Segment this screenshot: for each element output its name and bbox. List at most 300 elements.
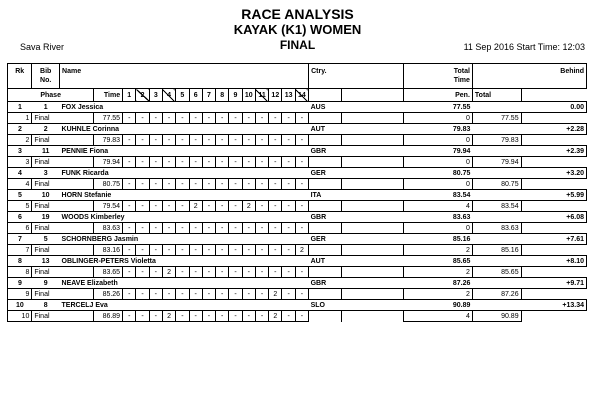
gate-penalty: - — [136, 245, 149, 256]
gate-penalty: - — [295, 289, 308, 300]
time-header: Time — [94, 89, 123, 102]
phase-header: Phase — [8, 89, 94, 102]
gate-penalty: - — [123, 245, 136, 256]
gate-penalty: - — [282, 201, 295, 212]
phase-name: Final — [32, 179, 94, 190]
gate-penalty: - — [229, 267, 242, 278]
gate-header-12: 12 — [269, 89, 282, 102]
venue: Sava River — [20, 42, 65, 52]
phase-number: 8 — [8, 267, 32, 278]
gate-penalty: - — [216, 135, 229, 146]
rank-header: Rk — [8, 64, 32, 89]
run-time: 79.94 — [94, 157, 123, 168]
run-total: 79.94 — [472, 157, 521, 168]
athlete-row — [8, 168, 587, 179]
event-name: KAYAK (K1) WOMEN — [233, 22, 362, 37]
gate-penalty: - — [242, 267, 255, 278]
gate-penalty: - — [255, 113, 268, 124]
gate-penalty: - — [229, 245, 242, 256]
gate-penalty: - — [202, 223, 215, 234]
penalty: 0 — [404, 157, 473, 168]
spacer — [342, 157, 404, 168]
gate-penalty: - — [189, 289, 202, 300]
run-time: 79.83 — [94, 135, 123, 146]
athlete-row — [8, 256, 587, 267]
gate-header-6: 6 — [189, 89, 202, 102]
total-header: Total — [472, 89, 521, 102]
penalty: 4 — [404, 311, 473, 322]
bib-number: 3 — [32, 168, 60, 179]
gate-penalty: - — [202, 267, 215, 278]
gate-header-13: 13 — [282, 89, 295, 102]
rank: 5 — [8, 190, 32, 201]
run-total: 85.65 — [472, 267, 521, 278]
bib-number: 10 — [32, 190, 60, 201]
subheader-blank — [309, 89, 342, 102]
gate-header-11: 11 — [255, 89, 268, 102]
gate-penalty: - — [202, 113, 215, 124]
gate-penalty: - — [255, 157, 268, 168]
gate-penalty: - — [216, 311, 229, 322]
phase-name: Final — [32, 157, 94, 168]
athlete-name: HORN Stefanie — [60, 190, 309, 201]
gate-penalty: - — [242, 311, 255, 322]
gate-penalty: - — [269, 223, 282, 234]
gate-penalty: - — [242, 223, 255, 234]
spacer — [309, 245, 342, 256]
gate-penalty: - — [202, 289, 215, 300]
gate-penalty: - — [176, 135, 189, 146]
bib-header: Bib No. — [32, 64, 60, 89]
phase-number: 9 — [8, 289, 32, 300]
gate-penalty: - — [282, 311, 295, 322]
penalty: 2 — [404, 245, 473, 256]
run-time: 83.65 — [94, 267, 123, 278]
gate-penalty: - — [149, 179, 162, 190]
gate-penalty: - — [269, 267, 282, 278]
gate-penalty: 2 — [269, 289, 282, 300]
phase-number: 1 — [8, 113, 32, 124]
gate-penalty: - — [123, 179, 136, 190]
gate-penalty: - — [295, 157, 308, 168]
gate-penalty: - — [136, 267, 149, 278]
penalty: 2 — [404, 289, 473, 300]
gate-penalty: - — [255, 245, 268, 256]
gate-penalty: - — [216, 223, 229, 234]
gate-penalty: - — [202, 179, 215, 190]
gate-penalty: - — [149, 201, 162, 212]
gate-header-10: 10 — [242, 89, 255, 102]
gate-penalty: - — [216, 113, 229, 124]
gate-penalty: - — [123, 223, 136, 234]
gate-penalty: - — [176, 267, 189, 278]
rank: 4 — [8, 168, 32, 179]
gate-penalty: - — [162, 157, 175, 168]
athlete-row — [8, 234, 587, 245]
gate-penalty: - — [162, 135, 175, 146]
gate-penalty: - — [202, 135, 215, 146]
gate-penalty: - — [229, 113, 242, 124]
total-time: 85.16 — [404, 234, 473, 245]
spacer — [342, 201, 404, 212]
athlete-row — [8, 278, 587, 289]
spacer — [309, 223, 342, 234]
gate-penalty: - — [255, 223, 268, 234]
total-time: 83.54 — [404, 190, 473, 201]
athlete-row — [8, 124, 587, 135]
spacer — [309, 113, 342, 124]
phase-name: Final — [32, 113, 94, 124]
gate-penalty: - — [295, 113, 308, 124]
gate-penalty: - — [162, 245, 175, 256]
total-time: 79.94 — [404, 146, 473, 157]
penalty-header: Pen. — [404, 89, 473, 102]
phase-row — [8, 135, 587, 146]
gate-penalty: - — [202, 201, 215, 212]
gate-penalty: - — [282, 289, 295, 300]
gate-penalty: - — [149, 135, 162, 146]
gate-penalty: - — [242, 289, 255, 300]
phase-name: Final — [32, 223, 94, 234]
phase-title: FINAL — [279, 38, 316, 52]
gate-penalty: - — [269, 113, 282, 124]
gate-header-8: 8 — [216, 89, 229, 102]
gate-penalty: - — [229, 135, 242, 146]
total-time: 87.26 — [404, 278, 473, 289]
athlete-name: TERCELJ Eva — [60, 300, 309, 311]
phase-row — [8, 267, 587, 278]
time-behind: +3.20 — [472, 168, 586, 179]
gate-penalty: 2 — [269, 311, 282, 322]
athlete-name: FUNK Ricarda — [60, 168, 309, 179]
total-time: 90.89 — [404, 300, 473, 311]
athlete-name: NEAVE Elizabeth — [60, 278, 309, 289]
run-time: 77.55 — [94, 113, 123, 124]
gate-header-2: 2 — [136, 89, 149, 102]
behind-header: Behind — [472, 64, 586, 89]
gate-penalty: 2 — [242, 201, 255, 212]
run-total: 79.83 — [472, 135, 521, 146]
time-behind: +7.61 — [472, 234, 586, 245]
gate-penalty: - — [229, 179, 242, 190]
gate-penalty: - — [162, 113, 175, 124]
country-code: SLO — [309, 300, 404, 311]
country-code: AUT — [309, 256, 404, 267]
gate-penalty: - — [216, 201, 229, 212]
phase-row — [8, 289, 587, 300]
gate-penalty: - — [295, 223, 308, 234]
bib-number: 9 — [32, 278, 60, 289]
time-behind: +9.71 — [472, 278, 586, 289]
country-code: GBR — [309, 212, 404, 223]
penalty: 2 — [404, 267, 473, 278]
gate-penalty: - — [176, 157, 189, 168]
run-total: 90.89 — [472, 311, 521, 322]
gate-penalty: 2 — [162, 267, 175, 278]
spacer — [342, 245, 404, 256]
gate-penalty: - — [282, 223, 295, 234]
gate-penalty: - — [229, 223, 242, 234]
country-code: ITA — [309, 190, 404, 201]
athlete-name: SCHORNBERG Jasmin — [60, 234, 309, 245]
penalty: 0 — [404, 179, 473, 190]
gate-penalty: - — [189, 223, 202, 234]
gate-penalty: - — [176, 289, 189, 300]
gate-penalty: - — [242, 113, 255, 124]
time-behind: +2.39 — [472, 146, 586, 157]
gate-penalty: - — [202, 245, 215, 256]
rank: 3 — [8, 146, 32, 157]
gate-penalty: - — [255, 201, 268, 212]
gate-penalty: - — [149, 289, 162, 300]
gate-penalty: - — [123, 267, 136, 278]
gate-penalty: - — [242, 157, 255, 168]
gate-penalty: - — [229, 311, 242, 322]
gate-penalty: - — [216, 245, 229, 256]
country-code: GBR — [309, 278, 404, 289]
gate-penalty: - — [216, 289, 229, 300]
phase-name: Final — [32, 135, 94, 146]
rank: 8 — [8, 256, 32, 267]
gate-penalty: - — [202, 311, 215, 322]
phase-number: 2 — [8, 135, 32, 146]
run-total: 83.54 — [472, 201, 521, 212]
gate-header-7: 7 — [202, 89, 215, 102]
athlete-name: KUHNLE Corinna — [60, 124, 309, 135]
phase-row — [8, 113, 587, 124]
time-behind: +5.99 — [472, 190, 586, 201]
gate-penalty: - — [149, 223, 162, 234]
total-time: 80.75 — [404, 168, 473, 179]
total-time: 83.63 — [404, 212, 473, 223]
gate-penalty: - — [255, 267, 268, 278]
gate-penalty: 2 — [189, 201, 202, 212]
run-total: 87.26 — [472, 289, 521, 300]
gate-penalty: - — [295, 311, 308, 322]
gate-penalty: - — [149, 157, 162, 168]
gate-header-5: 5 — [176, 89, 189, 102]
gate-penalty: - — [189, 157, 202, 168]
gate-header-3: 3 — [149, 89, 162, 102]
gate-penalty: - — [202, 157, 215, 168]
athlete-row — [8, 102, 587, 113]
gate-penalty: - — [149, 245, 162, 256]
spacer — [309, 201, 342, 212]
run-time: 79.54 — [94, 201, 123, 212]
gate-penalty: - — [189, 311, 202, 322]
spacer — [309, 135, 342, 146]
spacer — [309, 289, 342, 300]
gate-penalty: - — [282, 245, 295, 256]
penalty: 0 — [404, 135, 473, 146]
rank: 2 — [8, 124, 32, 135]
run-time: 80.75 — [94, 179, 123, 190]
phase-row — [8, 179, 587, 190]
gate-penalty: - — [189, 267, 202, 278]
spacer — [342, 289, 404, 300]
gate-penalty: - — [136, 311, 149, 322]
gate-penalty: - — [136, 179, 149, 190]
report-title: RACE ANALYSIS — [241, 6, 354, 22]
spacer — [342, 179, 404, 190]
bib-number: 11 — [32, 146, 60, 157]
gate-header-4: 4 — [162, 89, 175, 102]
run-total: 80.75 — [472, 179, 521, 190]
subheader-row — [8, 89, 587, 102]
gate-header-9: 9 — [229, 89, 242, 102]
gate-penalty: - — [229, 157, 242, 168]
time-behind: +8.10 — [472, 256, 586, 267]
gate-penalty: - — [123, 289, 136, 300]
gate-penalty: - — [149, 113, 162, 124]
spacer — [342, 223, 404, 234]
phase-number: 5 — [8, 201, 32, 212]
gate-penalty: - — [162, 289, 175, 300]
gate-penalty: - — [136, 113, 149, 124]
gate-penalty: - — [176, 201, 189, 212]
gate-penalty: - — [242, 245, 255, 256]
spacer — [342, 267, 404, 278]
bib-number: 13 — [32, 256, 60, 267]
total-time: 85.65 — [404, 256, 473, 267]
total-time-header: Total Time — [404, 64, 473, 89]
gate-penalty: - — [282, 113, 295, 124]
run-time: 86.89 — [94, 311, 123, 322]
gate-penalty: - — [136, 289, 149, 300]
gate-penalty: - — [255, 311, 268, 322]
phase-name: Final — [32, 245, 94, 256]
athlete-name: WOODS Kimberley — [60, 212, 309, 223]
run-total: 77.55 — [472, 113, 521, 124]
total-time: 79.83 — [404, 124, 473, 135]
name-header: Name — [60, 64, 309, 89]
gate-penalty: - — [269, 179, 282, 190]
gate-penalty: - — [149, 311, 162, 322]
penalty: 4 — [404, 201, 473, 212]
gate-penalty: - — [282, 157, 295, 168]
subheader-blank-2 — [342, 89, 404, 102]
athlete-name: OBLINGER-PETERS Violetta — [60, 256, 309, 267]
gate-penalty: - — [255, 179, 268, 190]
gate-header-1: 1 — [123, 89, 136, 102]
spacer — [342, 113, 404, 124]
bib-number: 19 — [32, 212, 60, 223]
gate-penalty: - — [123, 157, 136, 168]
gate-penalty: - — [255, 289, 268, 300]
total-time: 77.55 — [404, 102, 473, 113]
bib-number: 2 — [32, 124, 60, 135]
gate-penalty: - — [162, 223, 175, 234]
gate-penalty: - — [176, 179, 189, 190]
gate-penalty: - — [269, 135, 282, 146]
gate-penalty: - — [136, 157, 149, 168]
rank: 7 — [8, 234, 32, 245]
gate-penalty: - — [136, 223, 149, 234]
gate-penalty: - — [229, 201, 242, 212]
gate-penalty: - — [216, 267, 229, 278]
spacer — [309, 179, 342, 190]
country-code: AUT — [309, 124, 404, 135]
run-total: 83.63 — [472, 223, 521, 234]
bib-number: 8 — [32, 300, 60, 311]
phase-row — [8, 157, 587, 168]
spacer — [309, 311, 342, 322]
gate-penalty: - — [123, 201, 136, 212]
country-code: GER — [309, 168, 404, 179]
phase-name: Final — [32, 311, 94, 322]
gate-penalty: - — [189, 113, 202, 124]
gate-penalty: - — [295, 201, 308, 212]
run-time: 83.16 — [94, 245, 123, 256]
gate-penalty: - — [216, 179, 229, 190]
bib-number: 1 — [32, 102, 60, 113]
spacer — [309, 157, 342, 168]
gate-penalty: - — [269, 245, 282, 256]
gate-penalty: - — [189, 179, 202, 190]
gate-penalty: - — [189, 245, 202, 256]
gate-penalty: - — [176, 223, 189, 234]
penalty: 0 — [404, 223, 473, 234]
athlete-row — [8, 190, 587, 201]
gate-penalty: - — [242, 179, 255, 190]
country-code: GER — [309, 234, 404, 245]
country-header: Ctry. — [309, 64, 404, 89]
gate-penalty: - — [229, 289, 242, 300]
gate-penalty: - — [189, 135, 202, 146]
gate-penalty: - — [295, 179, 308, 190]
rank: 1 — [8, 102, 32, 113]
gate-penalty: - — [136, 201, 149, 212]
rank: 9 — [8, 278, 32, 289]
time-behind: +2.28 — [472, 124, 586, 135]
bib-number: 5 — [32, 234, 60, 245]
gate-penalty: - — [242, 135, 255, 146]
gate-penalty: - — [295, 135, 308, 146]
country-code: GBR — [309, 146, 404, 157]
spacer — [342, 135, 404, 146]
spacer — [309, 267, 342, 278]
results-table — [7, 63, 587, 322]
athlete-name: PENNIE Fiona — [60, 146, 309, 157]
phase-row — [8, 223, 587, 234]
gate-header-14: 14 — [295, 89, 308, 102]
gate-penalty: - — [282, 179, 295, 190]
gate-penalty: - — [136, 135, 149, 146]
gate-penalty: - — [149, 267, 162, 278]
athlete-row — [8, 212, 587, 223]
header-row — [8, 64, 587, 89]
gate-penalty: 2 — [295, 245, 308, 256]
rank: 10 — [8, 300, 32, 311]
gate-penalty: - — [295, 267, 308, 278]
gate-penalty: - — [282, 135, 295, 146]
phase-name: Final — [32, 201, 94, 212]
athlete-row — [8, 300, 587, 311]
gate-penalty: - — [216, 157, 229, 168]
rank: 6 — [8, 212, 32, 223]
gate-penalty: - — [123, 311, 136, 322]
phase-number: 10 — [8, 311, 32, 322]
time-behind: +6.08 — [472, 212, 586, 223]
phase-number: 4 — [8, 179, 32, 190]
gate-penalty: - — [176, 113, 189, 124]
time-behind: +13.34 — [472, 300, 586, 311]
athlete-row — [8, 146, 587, 157]
run-total: 85.16 — [472, 245, 521, 256]
phase-number: 7 — [8, 245, 32, 256]
gate-penalty: - — [162, 201, 175, 212]
gate-penalty: - — [269, 201, 282, 212]
